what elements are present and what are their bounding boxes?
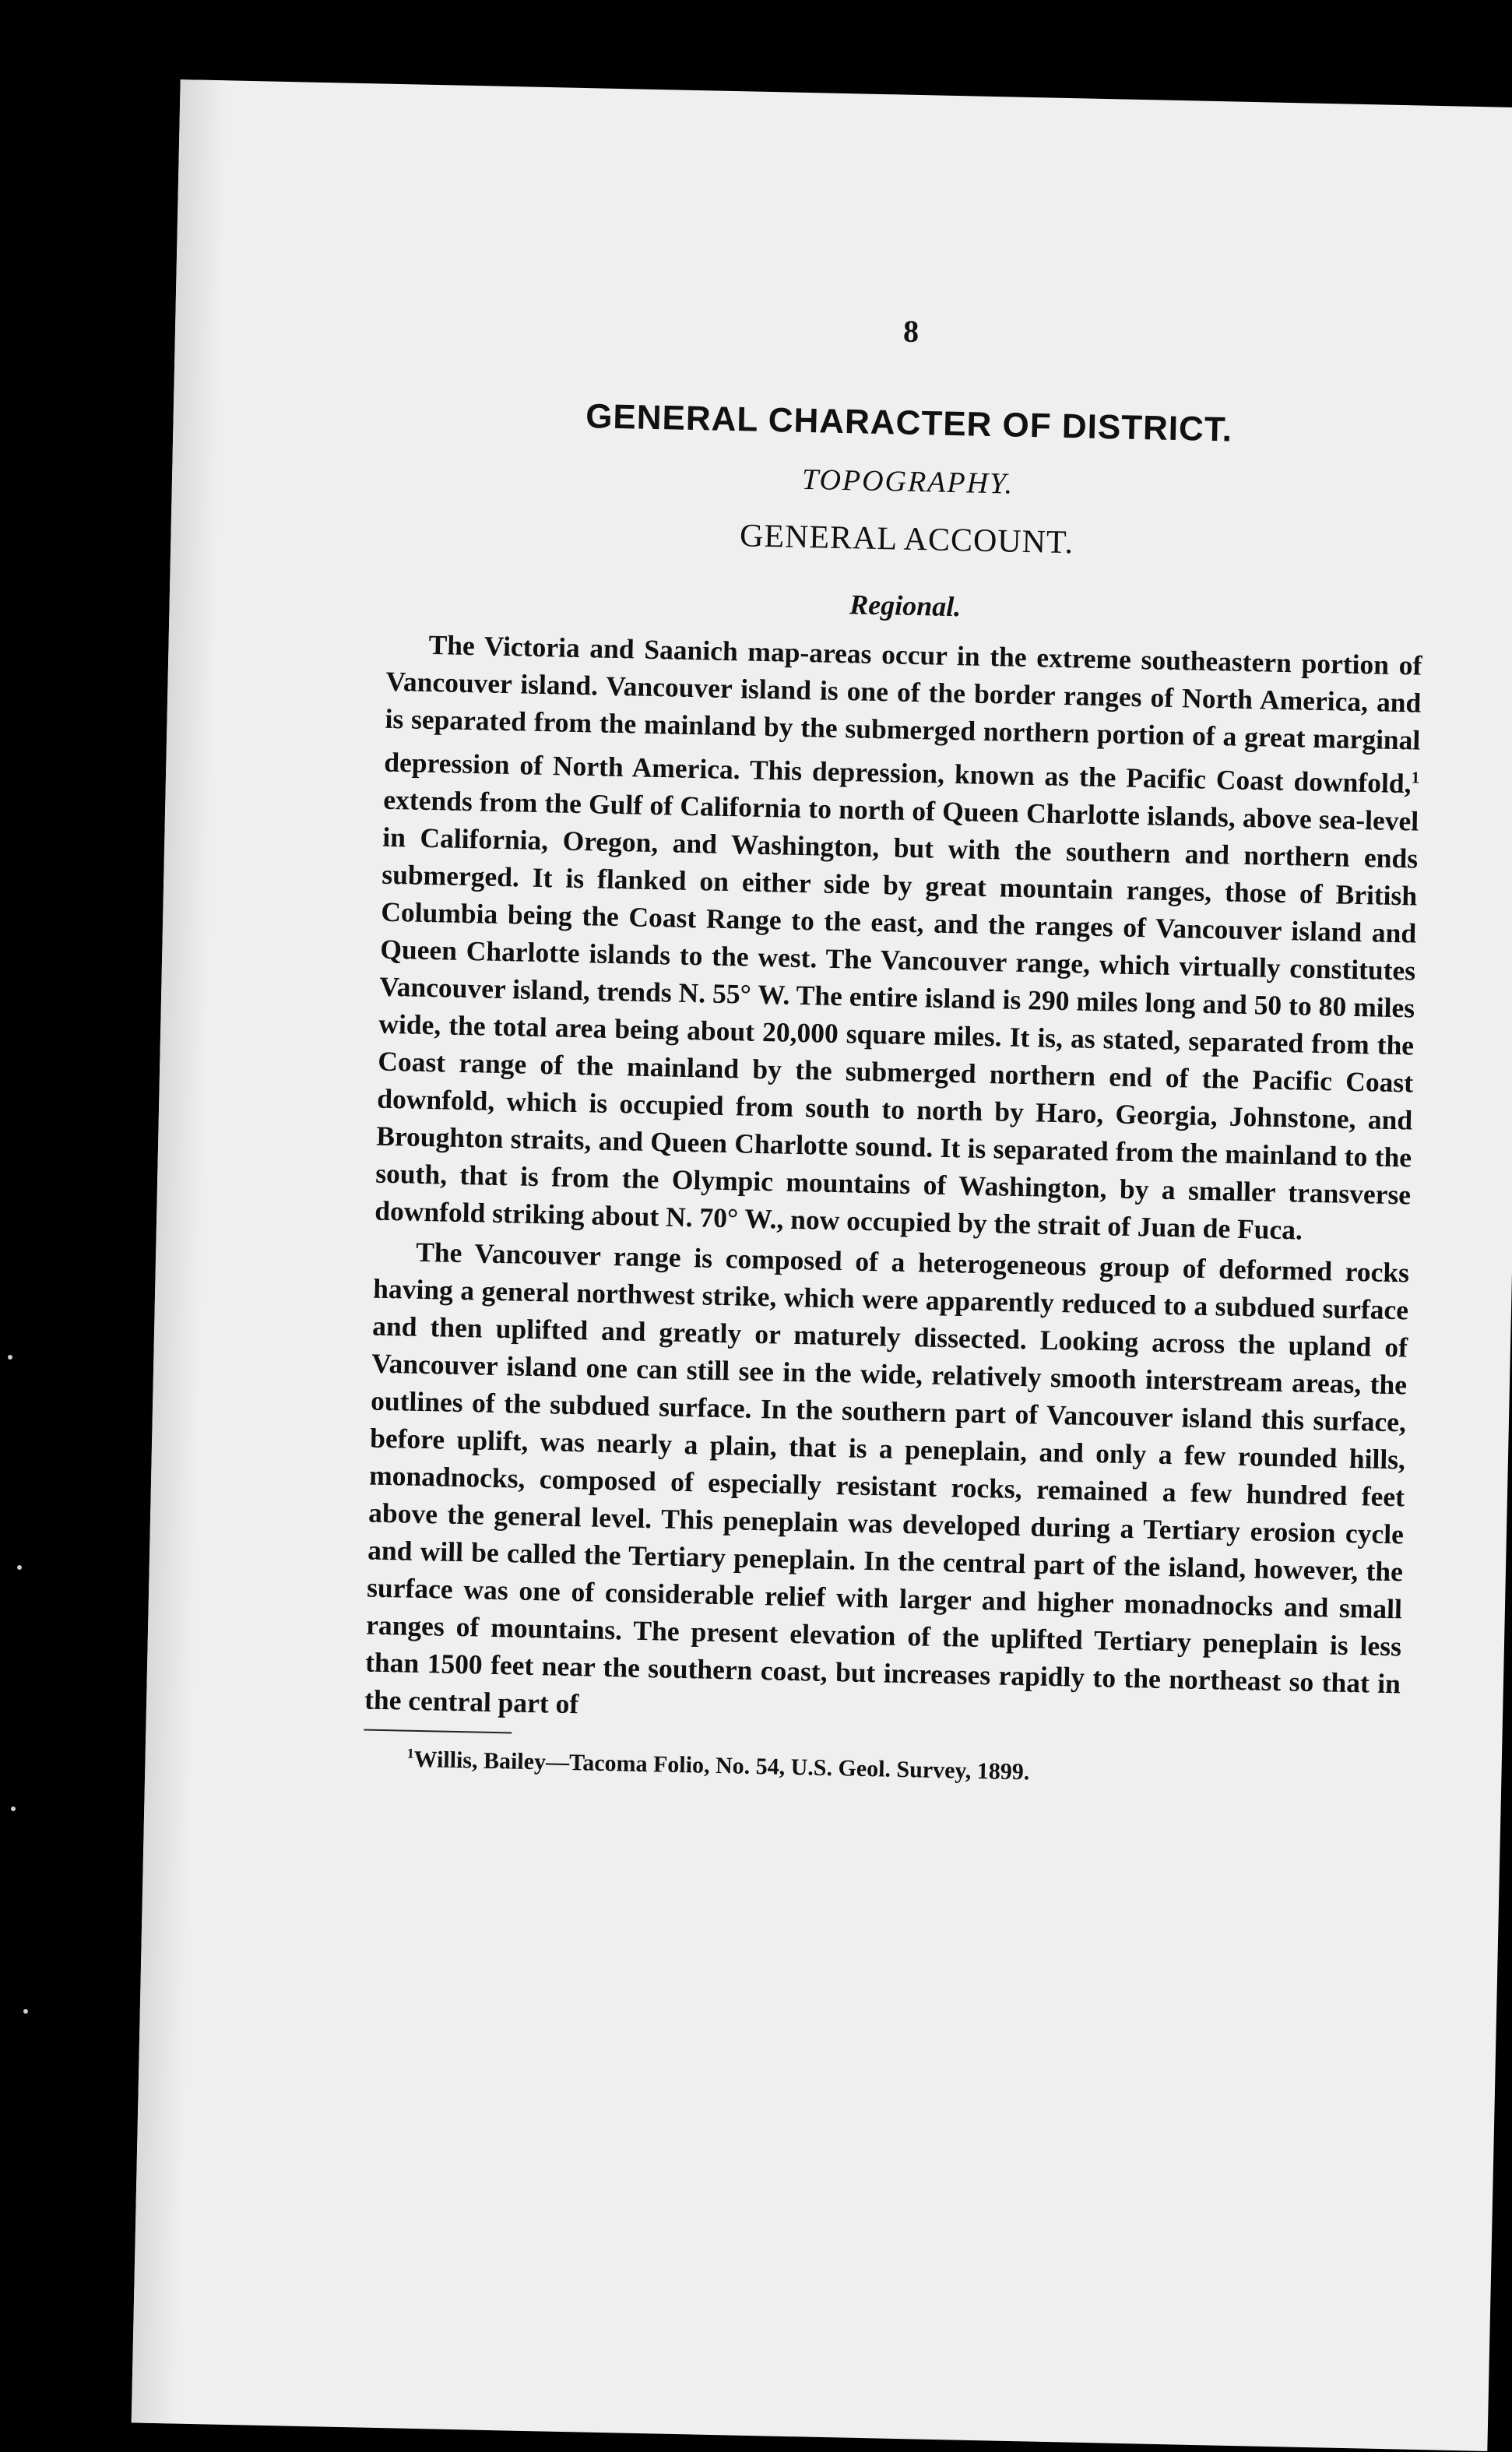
scan-speck — [8, 1355, 12, 1360]
paragraph-text: extends from the Gulf of California to north of Queen Charlotte islands, above sea-level in California, Oregon, and Washington, but with the southern and northern ends submerged. It is flanked on either side by great mountain ranges, those of British Columbia being the Coast Range to the east, and the ranges of Vancouver island and Queen Charlotte islands to the west. The Vancouver range, which virtually constitutes Vancouver island, trends N. 55° W. The entire island is 290 miles long and 50 to 80 miles wide, the total area being about 20,000 square miles. It is, as stated, separated from the Coast range of the mainland by the submerged northern end of the Pacific Coast downfold, which is occupied from south to north by Haro, Georgia, Johnstone, and Broughton straits, and Queen Charlotte sound. It is separated from the mainland to the south, that is from the Olympic mountains of Washington, by a smaller transverse downfold striking about N. 70° W., now occupied by the strait of Juan de Fuca. — [374, 783, 1419, 1246]
scan-speck — [11, 1806, 16, 1811]
sub-heading: TOPOGRAPHY. — [801, 463, 1014, 501]
paragraph-text: The Victoria and Saanich map-areas occur in the extreme southeastern portion of Vancouver island. Vancouver island is one of the border ranges of North America, and is separated from the mainland by the submerged northern portion of a great marginal depression of North America. This depression, known as the Pacific Coast downfold, — [383, 628, 1422, 800]
footnote — [363, 1744, 1398, 1793]
footnote-divider — [364, 1729, 512, 1733]
page-content — [363, 302, 1429, 1793]
section-heading: GENERAL ACCOUNT. — [739, 518, 1074, 561]
footnote-text: Willis, Bailey—Tacoma Folio, No. 54, U.S. Geol. Survey, 1899. — [413, 1746, 1030, 1785]
body-paragraph-1 — [374, 625, 1422, 1251]
page-number: 8 — [902, 313, 920, 350]
scan-speck — [17, 1565, 22, 1570]
scan-margin — [0, 0, 156, 2452]
footnote-reference: 1 — [1411, 768, 1420, 787]
scan-speck — [23, 2009, 28, 2014]
scanned-page — [132, 79, 1512, 2451]
footnote-marker: 1 — [406, 1745, 414, 1761]
body-paragraph-2: The Vancouver range is composed of a heterogeneous group of deformed rocks having a general northwest strike, which were apparently reduced to a subdued surface and then uplifted and greatly or maturely dissected. Looking across the upland of Vancouver island one can still see in the wide, relatively smooth interstream areas, the outlines of the subdued surface. In the southern part of Vancouver island this surface, before uplift, was nearly a plain, that is a peneplain, and only a few rounded hills, monadnocks, composed of especially resistant rocks, remained a few hundred feet above the general level. This peneplain was developed during a Tertiary erosion cycle and will be called the Tertiary peneplain. In the central part of the island, however, the surface was one of considerable relief with larger and higher monadnocks and small ranges of mountains. The present elevation of the uplifted Tertiary peneplain is less than 1500 feet near the southern coast, but increases rapidly to the northeast so that in the central part of — [364, 1236, 1410, 1720]
main-heading: GENERAL CHARACTER OF DISTRICT. — [585, 397, 1233, 449]
minor-heading: Regional. — [849, 589, 962, 623]
